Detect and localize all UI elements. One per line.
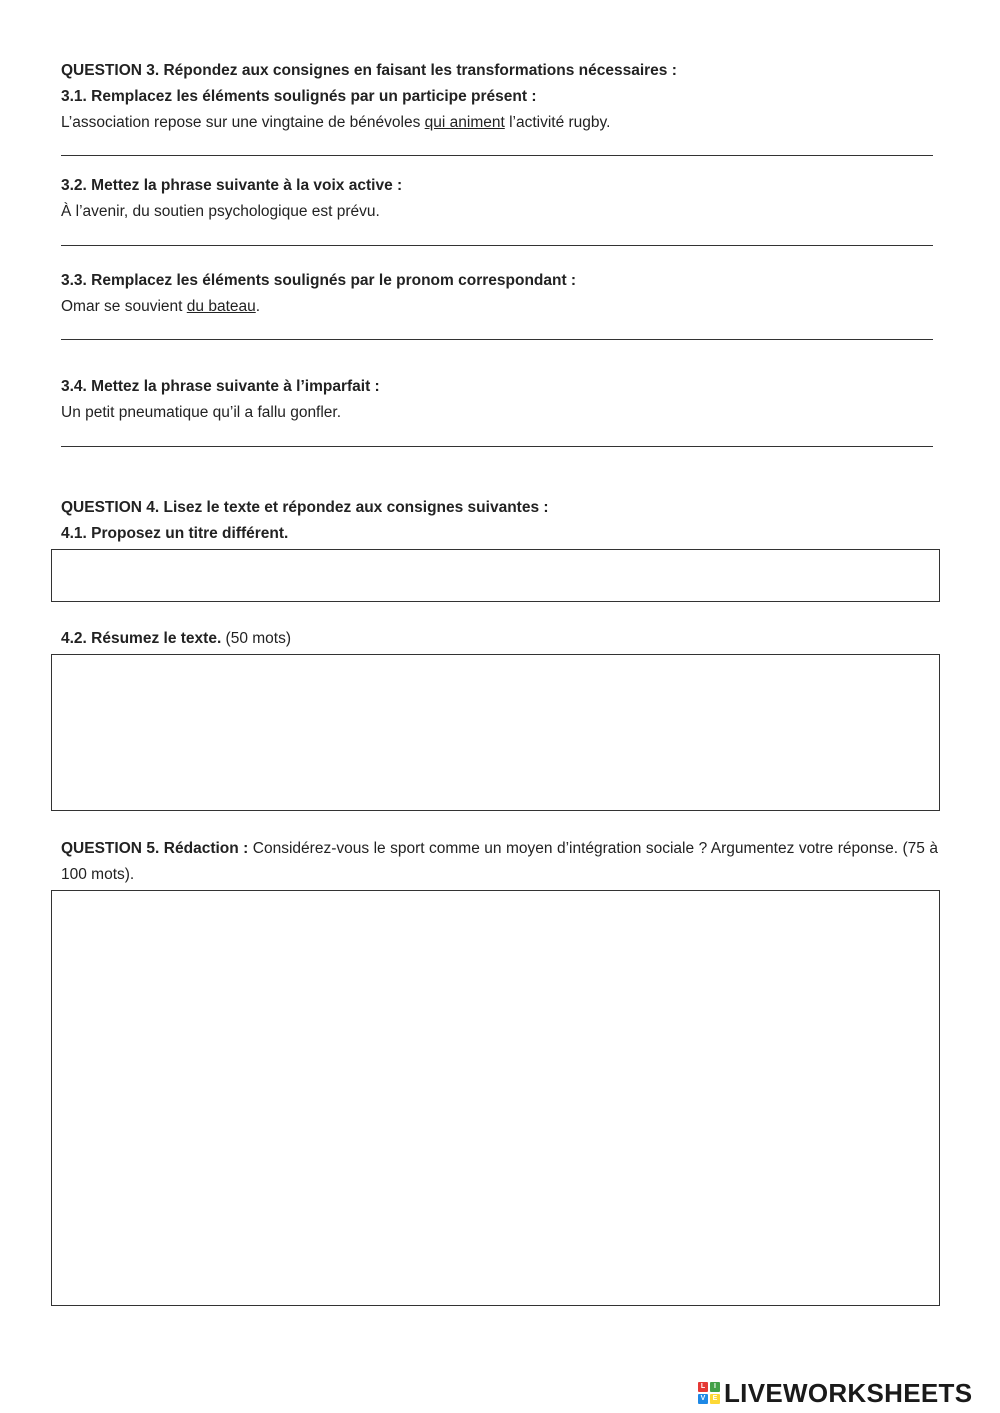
question-3-title: QUESTION 3. Répondez aux consignes en faisant les transformations nécessaires : (61, 62, 677, 79)
question-4-2-heading: 4.2. Résumez le texte. (50 mots) (61, 630, 292, 647)
logo-text: LIVEWORKSHEETS (724, 1377, 973, 1408)
question-4-1-heading: 4.1. Proposez un titre différent. (61, 525, 289, 542)
question-3-1-sentence: L’association repose sur une vingtaine de bénévoles qui animent l’activité rugby. (61, 114, 611, 131)
underlined-text: du bateau (186, 298, 256, 315)
answer-box-summary[interactable] (51, 654, 940, 811)
answer-box-essay[interactable] (51, 890, 940, 1306)
answer-line-3-1[interactable] (61, 155, 933, 156)
answer-line-3-4[interactable] (61, 446, 933, 447)
question-3-2-sentence: À l’avenir, du soutien psychologique est prévu. (61, 203, 380, 220)
question-3-1-heading: 3.1. Remplacez les éléments soulignés par un participe présent : (61, 88, 537, 105)
answer-box-title[interactable] (51, 549, 940, 602)
question-5-prompt: QUESTION 5. Rédaction : Considérez-vous le sport comme un moyen d’intégration sociale ? Argumentez votre réponse. (75 à 100 mots). (61, 840, 938, 883)
question-3-3-heading: 3.3. Remplacez les éléments soulignés par le pronom correspondant : (61, 272, 577, 289)
question-3-4-heading: 3.4. Mettez la phrase suivante à l’imparfait : (61, 378, 380, 395)
question-3-2-heading: 3.2. Mettez la phrase suivante à la voix active : (61, 177, 403, 194)
logo-badge-icon: L I V E (698, 1382, 720, 1404)
liveworksheets-logo (698, 1376, 972, 1410)
underlined-text: qui animent (424, 114, 505, 131)
question-3-4-sentence: Un petit pneumatique qu’il a fallu gonfler. (61, 404, 342, 421)
answer-line-3-3[interactable] (61, 339, 933, 340)
question-5-label: QUESTION 5. Rédaction : (61, 840, 249, 857)
answer-line-3-2[interactable] (61, 245, 933, 246)
question-3-3-sentence: Omar se souvient du bateau. (61, 298, 261, 315)
question-4-title: QUESTION 4. Lisez le texte et répondez aux consignes suivantes : (61, 499, 549, 516)
